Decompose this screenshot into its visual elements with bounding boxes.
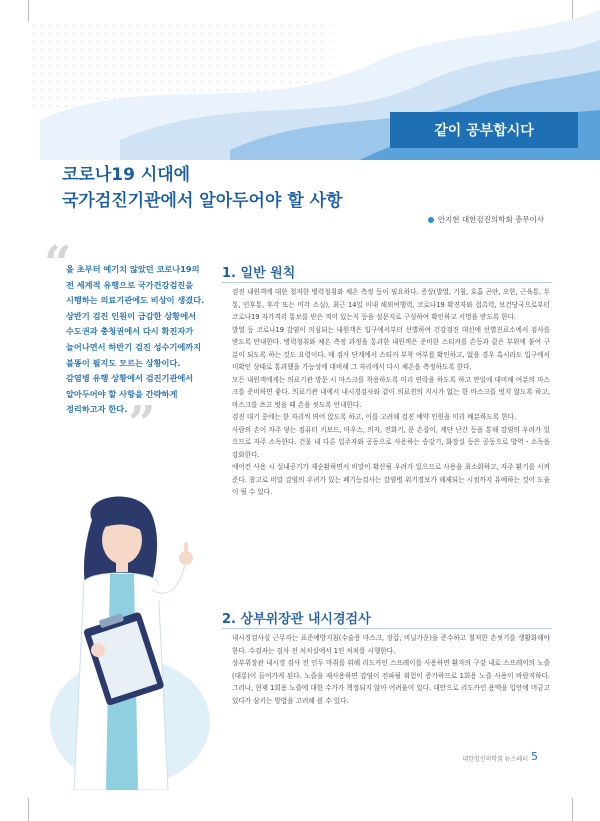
- quote-line: 감염병 유행 상황에서 검진기관에서: [66, 373, 194, 384]
- quote-line: 알아두어야 할 사항을 간략하게: [66, 388, 178, 399]
- open-quote-icon: “: [44, 236, 72, 292]
- crop-mark-bottom-right: [572, 798, 583, 821]
- section-2-number: 2.: [222, 612, 236, 627]
- section-1-title: 일반 원칙: [240, 266, 296, 281]
- section-1-divider: [222, 282, 552, 283]
- author-text: 안지현 대한검진의학회 총무이사: [437, 215, 544, 224]
- paragraph: 발열 등 코로나19 감염이 의심되는 내원객은 입구에서부터 선별하여 건강검진 대신에 선별진료소에서 검사를 받도록 안내한다. 병력청취와 체온 측정 과정을 통과한 내원객은 준비한 스티커를 손등과 같은 부위에 붙여 구분이 되도록 하는 것도 요령이다. 매 검사 단계에서 스티커 부착 여부를 확인하고, 없을 경우 혹시라도 입구에서 미확인 상태로 통과했을 가능성에 대비해 그 자리에서 다시 체온을 측정하도록 한다.: [232, 325, 550, 371]
- paragraph: 상부위장관 내시경 검사 전 인두 마취를 위해 리도카인 스프레이를 사용하면 환자의 구강 내로 스프레이의 노즐(대롱)이 들어가게 된다. 노즐을 재사용하면 감염이 전파될 위험이 증가하므로 1회용 노즐 사용이 바람직하다. 그러나, 현재 1회용 노즐에 대한 수가가 책정되지 않아 어려움이 있다. 대안으로 리도카인 용액을 입안에 머금고 있다가 삼키는 방법을 고려해 볼 수 있다.: [232, 659, 550, 705]
- quote-line: 정리하고자 한다.: [66, 404, 128, 415]
- title-line-1: 코로나19 시대에: [62, 165, 191, 185]
- quote-line: 전 세계적 유행으로 국가건강검진을: [66, 279, 194, 290]
- paragraph: 검진 내원객에 대한 철저한 병력청취와 체온 측정 등이 필요하다. 증상(발열, 기침, 호흡 곤란, 오한, 근육통, 두통, 인후통, 후각 또는 미각 소실), 최근 14일 이내 해외여행력, 코로나19 확진자와 접촉력, 보건당국으로부터 코로나19 자가격리 통보를 받은 적이 있는지 등을 설문지로 구성하여 확인하고 서명을 받도록 한다.: [232, 288, 550, 321]
- author-byline: [428, 214, 544, 225]
- quote-line: 상반기 검진 인원이 급감한 상황에서: [66, 310, 197, 321]
- paragraph: 에어컨 사용 시 실내공기가 재순환하면서 비말이 확산될 우려가 있으므로 사용을 최소화하고, 자주 환기를 시켜준다. 참고로 비말 감염의 우려가 있는 폐기능검사는 감염병 위기경보가 해제되는 시점까지 유예하는 것이 도움이 될 수 있다.: [232, 463, 550, 496]
- paragraph: 모든 내원객에게는 의료기관 방문 시 마스크를 착용하도록 미리 연락을 하도록 하고 만일에 대비해 여분의 마스크를 준비하면 좋다. 의료기관 내에서 내시경검사와 같이 의료진의 지시가 없는 한 마스크를 벗지 않도록 하고, 마스크를 쓰고 벗을 때 손을 씻도록 안내한다.: [232, 375, 550, 409]
- doctor-illustration: [40, 490, 230, 790]
- quote-line: 시행하는 의료기관에도 비상이 생겼다.: [66, 295, 205, 306]
- section-1-body: [232, 286, 550, 499]
- bullet-dot-icon: [428, 217, 434, 223]
- section-2-title: 상부위장관 내시경검사: [240, 612, 371, 627]
- section-2-body: [232, 632, 550, 707]
- section-2-divider: [222, 628, 552, 629]
- quote-line: 불똥이 튈지도 모르는 상황이다.: [66, 357, 181, 368]
- quote-line: 늘어나면서 하반기 검진 성수기에까지: [66, 341, 202, 352]
- paragraph: 사람의 손이 자주 닿는 컴퓨터 키보드, 마우스, 의자, 전화기, 문 손잡이, 계단 난간 등을 통해 감염의 우려가 있으므로 자주 소독한다. 건물 내 다른 입주자와 공동으로 사용하는 승강기, 화장실 등은 공동으로 방역・소독을 강화한다.: [232, 425, 550, 459]
- section-1-number: 1.: [222, 266, 236, 281]
- quote-line: 올 초부터 예기치 않았던 코로나19의: [66, 264, 200, 274]
- crop-mark-bottom-left: [18, 798, 29, 821]
- paragraph: 검진 대기 중에는 한 자리씩 띄어 앉도록 하고, 이를 고려해 검진 예약 인원을 미리 배분하도록 한다.: [232, 413, 517, 421]
- section-2-heading: [222, 608, 371, 627]
- footer-newsletter: 대한검진의학회 뉴스레터: [462, 756, 528, 763]
- page-title: [62, 162, 343, 214]
- close-quote-icon: ”: [128, 396, 156, 452]
- page-number: 5: [531, 750, 538, 763]
- section-1-heading: [222, 262, 295, 281]
- quote-line: 수도권과 충청권에서 다시 확진자가: [66, 326, 194, 337]
- paragraph: 내시경검사실 근무자는 표준예방지침(수술용 마스크, 장갑, 비닐가운)을 준수하고 철저한 손씻기를 생활화해야 한다. 수검자는 검사 전 처치실에서 1인 처치를 시행한다.: [232, 634, 550, 655]
- section-banner: 같이 공부합시다: [390, 112, 578, 148]
- pull-quote: [66, 262, 216, 418]
- title-line-2: 국가검진기관에서 알아두어야 할 사항: [62, 191, 343, 211]
